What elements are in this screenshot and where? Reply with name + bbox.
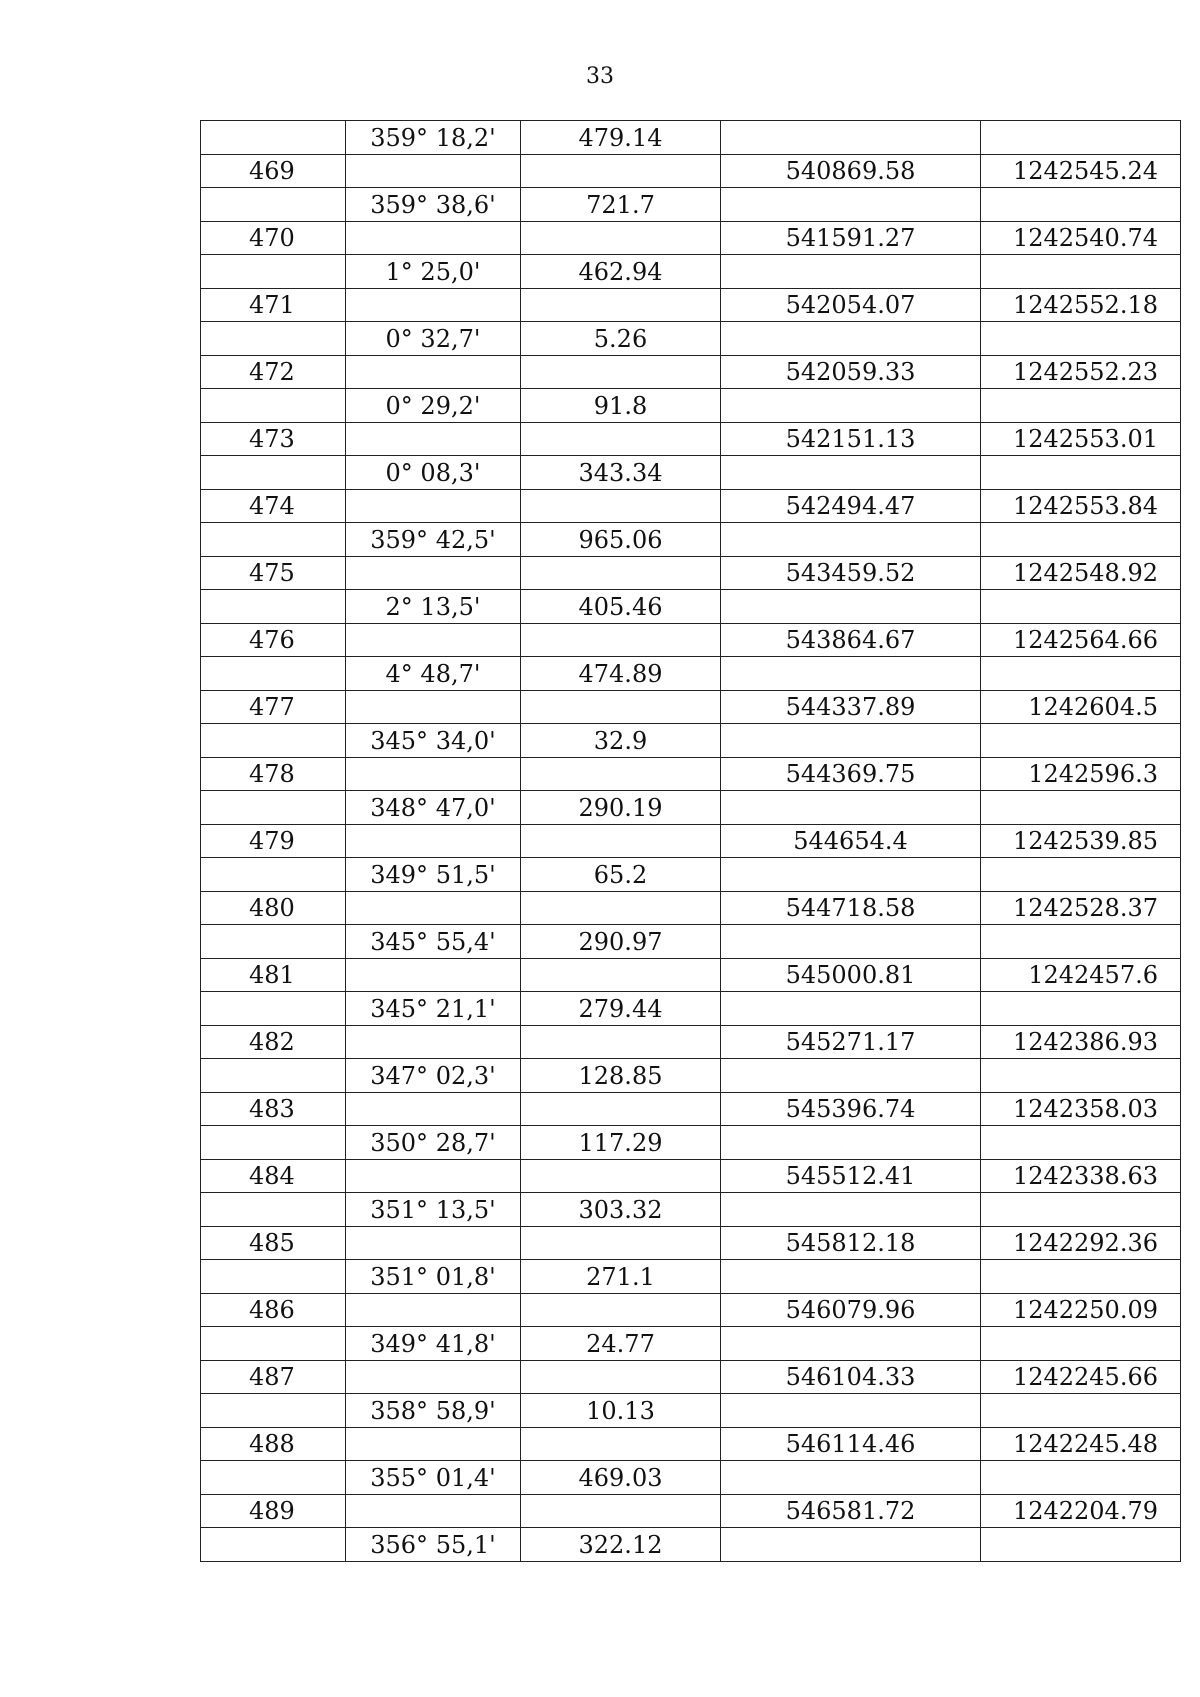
x-coordinate-cell: 544654.4 <box>721 824 981 858</box>
distance-cell: 24.77 <box>521 1327 721 1361</box>
table-row <box>201 724 1181 758</box>
direction-angle-cell <box>346 355 521 389</box>
x-coordinate-cell: 542494.47 <box>721 489 981 523</box>
table-row <box>201 489 1181 523</box>
y-coordinate-cell <box>981 925 1181 959</box>
point-number-cell: 482 <box>201 1025 346 1059</box>
point-number-cell <box>201 523 346 557</box>
y-coordinate-cell: 1242540.74 <box>981 221 1181 255</box>
x-coordinate-cell <box>721 188 981 222</box>
x-coordinate-cell <box>721 1260 981 1294</box>
point-number-cell <box>201 188 346 222</box>
x-coordinate-cell <box>721 1394 981 1428</box>
table-row <box>201 556 1181 590</box>
point-number-cell: 480 <box>201 891 346 925</box>
distance-cell: 271.1 <box>521 1260 721 1294</box>
point-number-cell: 484 <box>201 1159 346 1193</box>
point-number-cell: 485 <box>201 1226 346 1260</box>
distance-cell <box>521 154 721 188</box>
table-row <box>201 992 1181 1026</box>
y-coordinate-cell <box>981 1528 1181 1562</box>
direction-angle-cell: 351° 13,5' <box>346 1193 521 1227</box>
table-row <box>201 1494 1181 1528</box>
direction-angle-cell <box>346 1494 521 1528</box>
x-coordinate-cell: 543459.52 <box>721 556 981 590</box>
y-coordinate-cell: 1242553.01 <box>981 422 1181 456</box>
direction-angle-cell: 0° 32,7' <box>346 322 521 356</box>
distance-cell: 462.94 <box>521 255 721 289</box>
table-row <box>201 1461 1181 1495</box>
table-row <box>201 1528 1181 1562</box>
table-row <box>201 1327 1181 1361</box>
x-coordinate-cell <box>721 322 981 356</box>
direction-angle-cell <box>346 623 521 657</box>
table-row <box>201 590 1181 624</box>
x-coordinate-cell: 545271.17 <box>721 1025 981 1059</box>
table-row <box>201 1360 1181 1394</box>
table-row <box>201 456 1181 490</box>
direction-angle-cell: 356° 55,1' <box>346 1528 521 1562</box>
y-coordinate-cell <box>981 1126 1181 1160</box>
x-coordinate-cell: 546581.72 <box>721 1494 981 1528</box>
distance-cell: 32.9 <box>521 724 721 758</box>
direction-angle-cell <box>346 824 521 858</box>
point-number-cell <box>201 1059 346 1093</box>
distance-cell: 474.89 <box>521 657 721 691</box>
x-coordinate-cell: 545000.81 <box>721 958 981 992</box>
direction-angle-cell: 347° 02,3' <box>346 1059 521 1093</box>
direction-angle-cell <box>346 1159 521 1193</box>
distance-cell: 469.03 <box>521 1461 721 1495</box>
y-coordinate-cell: 1242552.23 <box>981 355 1181 389</box>
x-coordinate-cell: 545396.74 <box>721 1092 981 1126</box>
y-coordinate-cell: 1242204.79 <box>981 1494 1181 1528</box>
x-coordinate-cell <box>721 389 981 423</box>
x-coordinate-cell <box>721 456 981 490</box>
distance-cell <box>521 891 721 925</box>
x-coordinate-cell <box>721 858 981 892</box>
point-number-cell <box>201 121 346 155</box>
table-row <box>201 188 1181 222</box>
x-coordinate-cell <box>721 121 981 155</box>
table-row <box>201 791 1181 825</box>
distance-cell <box>521 757 721 791</box>
y-coordinate-cell <box>981 791 1181 825</box>
distance-cell <box>521 556 721 590</box>
table-row <box>201 858 1181 892</box>
point-number-cell <box>201 791 346 825</box>
x-coordinate-cell <box>721 791 981 825</box>
distance-cell <box>521 355 721 389</box>
point-number-cell <box>201 322 346 356</box>
table-row <box>201 1260 1181 1294</box>
y-coordinate-cell <box>981 590 1181 624</box>
point-number-cell: 476 <box>201 623 346 657</box>
distance-cell <box>521 623 721 657</box>
table-row <box>201 1193 1181 1227</box>
direction-angle-cell: 1° 25,0' <box>346 255 521 289</box>
x-coordinate-cell: 540869.58 <box>721 154 981 188</box>
x-coordinate-cell: 542054.07 <box>721 288 981 322</box>
point-number-cell <box>201 1126 346 1160</box>
distance-cell <box>521 422 721 456</box>
coordinates-table <box>200 120 1181 1562</box>
point-number-cell: 474 <box>201 489 346 523</box>
y-coordinate-cell <box>981 456 1181 490</box>
direction-angle-cell: 345° 21,1' <box>346 992 521 1026</box>
point-number-cell <box>201 657 346 691</box>
direction-angle-cell: 350° 28,7' <box>346 1126 521 1160</box>
point-number-cell <box>201 925 346 959</box>
distance-cell: 343.34 <box>521 456 721 490</box>
table-row <box>201 925 1181 959</box>
y-coordinate-cell: 1242539.85 <box>981 824 1181 858</box>
direction-angle-cell: 345° 34,0' <box>346 724 521 758</box>
y-coordinate-cell <box>981 1327 1181 1361</box>
point-number-cell <box>201 389 346 423</box>
point-number-cell <box>201 724 346 758</box>
direction-angle-cell: 348° 47,0' <box>346 791 521 825</box>
y-coordinate-cell: 1242553.84 <box>981 489 1181 523</box>
table-row <box>201 1059 1181 1093</box>
point-number-cell: 488 <box>201 1427 346 1461</box>
x-coordinate-cell <box>721 925 981 959</box>
point-number-cell <box>201 590 346 624</box>
y-coordinate-cell <box>981 1461 1181 1495</box>
point-number-cell: 479 <box>201 824 346 858</box>
table-row <box>201 657 1181 691</box>
y-coordinate-cell: 1242548.92 <box>981 556 1181 590</box>
x-coordinate-cell <box>721 523 981 557</box>
distance-cell <box>521 958 721 992</box>
table-row <box>201 389 1181 423</box>
direction-angle-cell <box>346 288 521 322</box>
point-number-cell: 473 <box>201 422 346 456</box>
y-coordinate-cell: 1242604.5 <box>981 690 1181 724</box>
direction-angle-cell: 359° 38,6' <box>346 188 521 222</box>
direction-angle-cell <box>346 154 521 188</box>
direction-angle-cell: 349° 41,8' <box>346 1327 521 1361</box>
x-coordinate-cell <box>721 1528 981 1562</box>
distance-cell: 91.8 <box>521 389 721 423</box>
point-number-cell: 487 <box>201 1360 346 1394</box>
table-row <box>201 221 1181 255</box>
y-coordinate-cell <box>981 255 1181 289</box>
direction-angle-cell <box>346 422 521 456</box>
table-row <box>201 1293 1181 1327</box>
point-number-cell <box>201 1528 346 1562</box>
table-row <box>201 523 1181 557</box>
point-number-cell: 471 <box>201 288 346 322</box>
distance-cell <box>521 1293 721 1327</box>
point-number-cell <box>201 858 346 892</box>
distance-cell: 322.12 <box>521 1528 721 1562</box>
distance-cell: 65.2 <box>521 858 721 892</box>
y-coordinate-cell <box>981 523 1181 557</box>
table-row <box>201 1427 1181 1461</box>
direction-angle-cell <box>346 1025 521 1059</box>
y-coordinate-cell: 1242552.18 <box>981 288 1181 322</box>
x-coordinate-cell: 542059.33 <box>721 355 981 389</box>
direction-angle-cell: 0° 29,2' <box>346 389 521 423</box>
x-coordinate-cell: 545812.18 <box>721 1226 981 1260</box>
table-row <box>201 255 1181 289</box>
x-coordinate-cell: 543864.67 <box>721 623 981 657</box>
point-number-cell: 478 <box>201 757 346 791</box>
y-coordinate-cell: 1242528.37 <box>981 891 1181 925</box>
x-coordinate-cell: 545512.41 <box>721 1159 981 1193</box>
y-coordinate-cell: 1242245.48 <box>981 1427 1181 1461</box>
table-row <box>201 154 1181 188</box>
distance-cell: 10.13 <box>521 1394 721 1428</box>
table-row <box>201 824 1181 858</box>
direction-angle-cell: 359° 18,2' <box>346 121 521 155</box>
direction-angle-cell <box>346 221 521 255</box>
x-coordinate-cell <box>721 255 981 289</box>
y-coordinate-cell <box>981 1059 1181 1093</box>
direction-angle-cell: 355° 01,4' <box>346 1461 521 1495</box>
table-row <box>201 891 1181 925</box>
direction-angle-cell: 2° 13,5' <box>346 590 521 624</box>
y-coordinate-cell: 1242386.93 <box>981 1025 1181 1059</box>
distance-cell: 965.06 <box>521 523 721 557</box>
direction-angle-cell <box>346 1360 521 1394</box>
x-coordinate-cell <box>721 724 981 758</box>
distance-cell <box>521 1226 721 1260</box>
x-coordinate-cell <box>721 1126 981 1160</box>
x-coordinate-cell: 541591.27 <box>721 221 981 255</box>
x-coordinate-cell: 542151.13 <box>721 422 981 456</box>
point-number-cell: 489 <box>201 1494 346 1528</box>
page-number: 33 <box>586 64 614 89</box>
x-coordinate-cell <box>721 1461 981 1495</box>
distance-cell <box>521 489 721 523</box>
distance-cell: 279.44 <box>521 992 721 1026</box>
direction-angle-cell <box>346 690 521 724</box>
y-coordinate-cell: 1242596.3 <box>981 757 1181 791</box>
distance-cell <box>521 690 721 724</box>
distance-cell <box>521 1360 721 1394</box>
y-coordinate-cell <box>981 657 1181 691</box>
y-coordinate-cell <box>981 188 1181 222</box>
x-coordinate-cell <box>721 1059 981 1093</box>
y-coordinate-cell: 1242338.63 <box>981 1159 1181 1193</box>
direction-angle-cell: 0° 08,3' <box>346 456 521 490</box>
table-row <box>201 1394 1181 1428</box>
table-row <box>201 288 1181 322</box>
distance-cell: 117.29 <box>521 1126 721 1160</box>
x-coordinate-cell <box>721 1193 981 1227</box>
distance-cell <box>521 824 721 858</box>
direction-angle-cell: 4° 48,7' <box>346 657 521 691</box>
table-row <box>201 690 1181 724</box>
distance-cell: 405.46 <box>521 590 721 624</box>
direction-angle-cell <box>346 958 521 992</box>
y-coordinate-cell <box>981 389 1181 423</box>
point-number-cell: 475 <box>201 556 346 590</box>
y-coordinate-cell: 1242292.36 <box>981 1226 1181 1260</box>
point-number-cell <box>201 1461 346 1495</box>
distance-cell <box>521 221 721 255</box>
table-row <box>201 1126 1181 1160</box>
direction-angle-cell <box>346 1293 521 1327</box>
direction-angle-cell: 351° 01,8' <box>346 1260 521 1294</box>
point-number-cell: 483 <box>201 1092 346 1126</box>
y-coordinate-cell: 1242457.6 <box>981 958 1181 992</box>
point-number-cell <box>201 1260 346 1294</box>
distance-cell: 721.7 <box>521 188 721 222</box>
x-coordinate-cell: 546114.46 <box>721 1427 981 1461</box>
table-row <box>201 623 1181 657</box>
point-number-cell <box>201 1394 346 1428</box>
x-coordinate-cell <box>721 1327 981 1361</box>
x-coordinate-cell: 544718.58 <box>721 891 981 925</box>
y-coordinate-cell <box>981 1394 1181 1428</box>
direction-angle-cell: 359° 42,5' <box>346 523 521 557</box>
x-coordinate-cell: 544369.75 <box>721 757 981 791</box>
direction-angle-cell <box>346 891 521 925</box>
distance-cell: 290.19 <box>521 791 721 825</box>
point-number-cell: 470 <box>201 221 346 255</box>
table-row <box>201 1226 1181 1260</box>
table-row <box>201 1092 1181 1126</box>
point-number-cell: 472 <box>201 355 346 389</box>
x-coordinate-cell: 546079.96 <box>721 1293 981 1327</box>
direction-angle-cell <box>346 489 521 523</box>
distance-cell: 5.26 <box>521 322 721 356</box>
x-coordinate-cell: 546104.33 <box>721 1360 981 1394</box>
point-number-cell: 486 <box>201 1293 346 1327</box>
y-coordinate-cell <box>981 121 1181 155</box>
point-number-cell: 481 <box>201 958 346 992</box>
y-coordinate-cell: 1242250.09 <box>981 1293 1181 1327</box>
direction-angle-cell: 349° 51,5' <box>346 858 521 892</box>
point-number-cell <box>201 1193 346 1227</box>
table-row <box>201 1159 1181 1193</box>
y-coordinate-cell: 1242245.66 <box>981 1360 1181 1394</box>
point-number-cell <box>201 1327 346 1361</box>
direction-angle-cell <box>346 1427 521 1461</box>
distance-cell: 128.85 <box>521 1059 721 1093</box>
y-coordinate-cell <box>981 1193 1181 1227</box>
y-coordinate-cell <box>981 992 1181 1026</box>
direction-angle-cell <box>346 1092 521 1126</box>
direction-angle-cell: 345° 55,4' <box>346 925 521 959</box>
direction-angle-cell <box>346 757 521 791</box>
y-coordinate-cell <box>981 858 1181 892</box>
table-row <box>201 322 1181 356</box>
table-row <box>201 422 1181 456</box>
distance-cell <box>521 1159 721 1193</box>
distance-cell <box>521 1494 721 1528</box>
distance-cell <box>521 1092 721 1126</box>
distance-cell: 479.14 <box>521 121 721 155</box>
point-number-cell <box>201 992 346 1026</box>
table-row <box>201 121 1181 155</box>
y-coordinate-cell <box>981 1260 1181 1294</box>
y-coordinate-cell: 1242564.66 <box>981 623 1181 657</box>
point-number-cell: 469 <box>201 154 346 188</box>
direction-angle-cell: 358° 58,9' <box>346 1394 521 1428</box>
point-number-cell: 477 <box>201 690 346 724</box>
distance-cell: 303.32 <box>521 1193 721 1227</box>
direction-angle-cell <box>346 556 521 590</box>
table-row <box>201 1025 1181 1059</box>
distance-cell <box>521 1427 721 1461</box>
coordinates-table-body <box>201 121 1181 1562</box>
x-coordinate-cell <box>721 590 981 624</box>
x-coordinate-cell <box>721 992 981 1026</box>
y-coordinate-cell <box>981 724 1181 758</box>
point-number-cell <box>201 456 346 490</box>
y-coordinate-cell: 1242545.24 <box>981 154 1181 188</box>
point-number-cell <box>201 255 346 289</box>
table-row <box>201 757 1181 791</box>
y-coordinate-cell: 1242358.03 <box>981 1092 1181 1126</box>
x-coordinate-cell <box>721 657 981 691</box>
table-row <box>201 958 1181 992</box>
distance-cell: 290.97 <box>521 925 721 959</box>
x-coordinate-cell: 544337.89 <box>721 690 981 724</box>
direction-angle-cell <box>346 1226 521 1260</box>
table-row <box>201 355 1181 389</box>
y-coordinate-cell <box>981 322 1181 356</box>
distance-cell <box>521 1025 721 1059</box>
distance-cell <box>521 288 721 322</box>
